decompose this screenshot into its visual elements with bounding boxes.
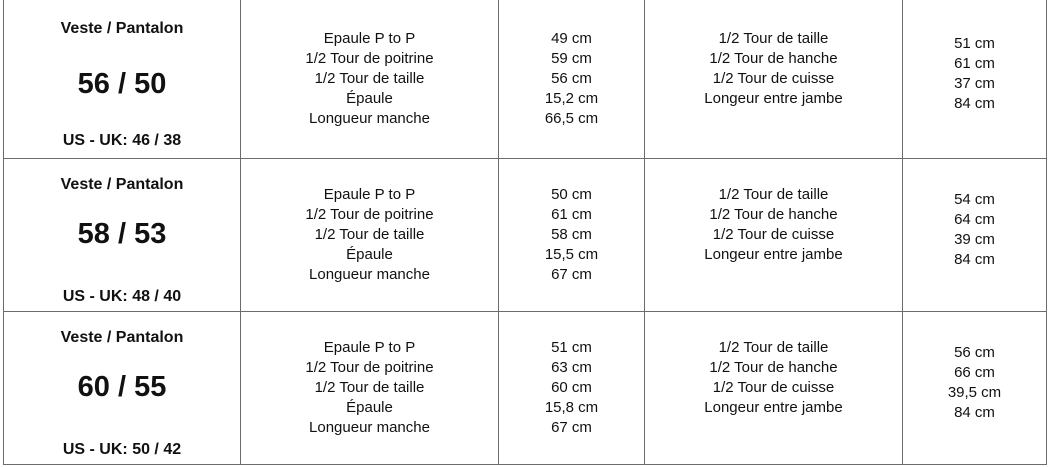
measure-label: Epaule P to P [323, 185, 416, 203]
measure-value: 49 cm [551, 29, 592, 47]
measure-value: 61 cm [954, 54, 995, 72]
measure-value: 51 cm [551, 338, 592, 356]
size-cell [4, 0, 241, 158]
measure-label: Épaule [346, 398, 393, 416]
measure-label: Longeur entre jambe [704, 398, 843, 416]
measure-label: 1/2 Tour de taille [718, 29, 829, 47]
measure-label: 1/2 Tour de cuisse [712, 69, 835, 87]
size-value: 60 / 55 [77, 370, 167, 403]
measure-label: 1/2 Tour de hanche [709, 49, 838, 67]
measure-label: 1/2 Tour de taille [718, 185, 829, 203]
measure-value: 59 cm [551, 49, 592, 67]
measure-value: 66 cm [954, 363, 995, 381]
measure-label: 1/2 Tour de taille [314, 378, 425, 396]
jacket-labels-cell [241, 0, 499, 158]
measure-label: Epaule P to P [323, 29, 416, 47]
jacket-values-cell [499, 311, 645, 464]
measure-value: 56 cm [954, 343, 995, 361]
size-row [4, 158, 1047, 311]
size-cell [4, 311, 241, 464]
measure-label: 1/2 Tour de hanche [709, 358, 838, 376]
model-label: Veste / Pantalon [60, 175, 184, 193]
measure-label: 1/2 Tour de poitrine [305, 49, 434, 67]
measure-value: 56 cm [551, 69, 592, 87]
trousers-values-cell [903, 0, 1047, 158]
measure-value: 15,2 cm [544, 89, 599, 107]
measure-label: Longueur manche [309, 109, 430, 127]
measure-value: 84 cm [954, 250, 995, 268]
size-chart-table [3, 0, 1047, 465]
size-value: 56 / 50 [77, 67, 167, 100]
jacket-values-cell [499, 0, 645, 158]
measure-value: 66,5 cm [544, 109, 599, 127]
model-label: Veste / Pantalon [60, 19, 184, 37]
trousers-labels-cell [645, 158, 903, 311]
size-row [4, 0, 1047, 158]
size-cell [4, 158, 241, 311]
measure-value: 64 cm [954, 210, 995, 228]
measure-label: 1/2 Tour de taille [314, 69, 425, 87]
measure-value: 51 cm [954, 34, 995, 52]
measure-label: 1/2 Tour de poitrine [305, 205, 434, 223]
measure-value: 84 cm [954, 94, 995, 112]
measure-label: Longueur manche [309, 265, 430, 283]
measure-label: 1/2 Tour de cuisse [712, 225, 835, 243]
measure-value: 39,5 cm [947, 383, 1002, 401]
measure-value: 15,5 cm [544, 245, 599, 263]
measure-value: 50 cm [551, 185, 592, 203]
measure-value: 54 cm [954, 190, 995, 208]
measure-value: 67 cm [551, 418, 592, 436]
jacket-labels-cell [241, 158, 499, 311]
measure-value: 58 cm [551, 225, 592, 243]
trousers-labels-cell [645, 311, 903, 464]
measure-value: 84 cm [954, 403, 995, 421]
us-uk-size: US - UK: 48 / 40 [62, 287, 182, 305]
measure-value: 67 cm [551, 265, 592, 283]
model-label: Veste / Pantalon [60, 328, 184, 346]
jacket-values-cell [499, 158, 645, 311]
measure-label: 1/2 Tour de taille [718, 338, 829, 356]
jacket-labels-cell [241, 311, 499, 464]
measure-value: 37 cm [954, 74, 995, 92]
trousers-values-cell [903, 311, 1047, 464]
measure-value: 60 cm [551, 378, 592, 396]
trousers-values-cell [903, 158, 1047, 311]
measure-label: Longueur manche [309, 418, 430, 436]
measure-label: Épaule [346, 89, 393, 107]
us-uk-size: US - UK: 50 / 42 [62, 440, 182, 458]
measure-label: Épaule [346, 245, 393, 263]
measure-value: 61 cm [551, 205, 592, 223]
measure-label: 1/2 Tour de cuisse [712, 378, 835, 396]
measure-label: 1/2 Tour de poitrine [305, 358, 434, 376]
measure-value: 15,8 cm [544, 398, 599, 416]
measure-value: 39 cm [954, 230, 995, 248]
measure-label: Longeur entre jambe [704, 245, 843, 263]
measure-value: 63 cm [551, 358, 592, 376]
us-uk-size: US - UK: 46 / 38 [62, 131, 182, 149]
measure-label: Longeur entre jambe [704, 89, 843, 107]
trousers-labels-cell [645, 0, 903, 158]
measure-label: 1/2 Tour de taille [314, 225, 425, 243]
measure-label: 1/2 Tour de hanche [709, 205, 838, 223]
size-value: 58 / 53 [77, 217, 167, 250]
size-row [4, 311, 1047, 464]
measure-label: Epaule P to P [323, 338, 416, 356]
